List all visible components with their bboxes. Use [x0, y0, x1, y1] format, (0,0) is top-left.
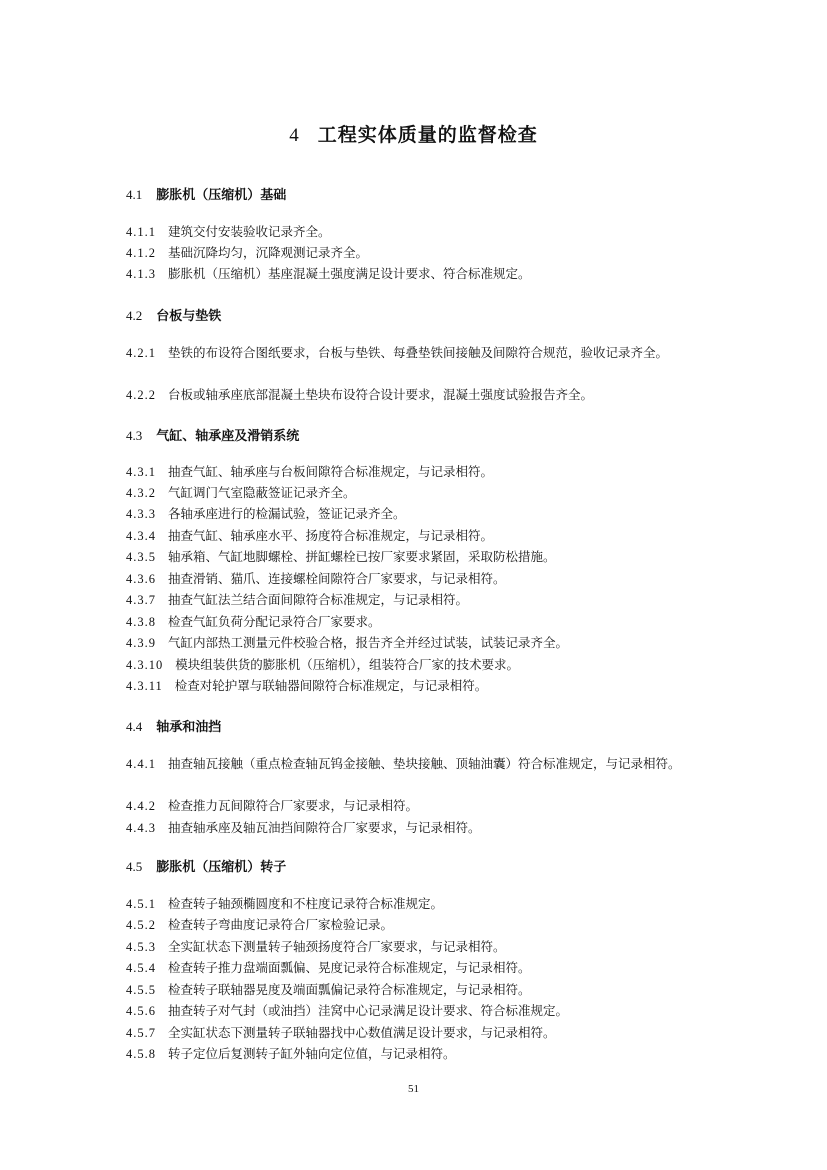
clause-item	[126, 979, 706, 1001]
clause-text: 建筑交付安装验收记录齐全。	[168, 224, 331, 239]
clause-number: 4.5.1	[126, 897, 156, 911]
section-number: 4.1	[126, 187, 143, 202]
clause-number: 4.2.1	[126, 346, 156, 360]
clause-item	[126, 632, 706, 654]
clause-number: 4.3.5	[126, 550, 156, 564]
clause-text: 检查气缸负荷分配记录符合厂家要求。	[168, 614, 381, 629]
clause-number: 4.1.2	[126, 246, 156, 260]
clause-text: 模块组装供货的膨胀机（压缩机），组装符合厂家的技术要求。	[175, 657, 520, 672]
clause-number: 4.4.2	[126, 799, 156, 813]
clause-number: 4.3.2	[126, 486, 156, 500]
clause-item	[126, 384, 706, 406]
clause-text: 全实缸状态下测量转子联轴器找中心数值满足设计要求，与记录相符。	[168, 1025, 556, 1040]
clause-text: 轴承箱、气缸地脚螺栓、拼缸螺栓已按厂家要求紧固，采取防松措施。	[168, 549, 556, 564]
page-number: 51	[408, 1083, 419, 1095]
clause-number: 4.3.9	[126, 636, 156, 650]
clause-number: 4.3.10	[126, 658, 164, 672]
clause-number: 4.5.7	[126, 1026, 156, 1040]
clause-text: 台板或轴承座底部混凝土垫块布设符合设计要求，混凝土强度试验报告齐全。	[168, 387, 594, 402]
clause-item	[126, 893, 706, 915]
section-number: 4.5	[126, 859, 143, 874]
clause-number: 4.3.4	[126, 529, 156, 543]
clause-item	[126, 342, 706, 364]
clause-number: 4.3.3	[126, 507, 156, 521]
clause-text: 检查转子联轴器晃度及端面瓢偏记录符合标准规定，与记录相符。	[168, 982, 531, 997]
clause-number: 4.3.6	[126, 572, 156, 586]
clause-item	[126, 263, 706, 285]
clause-item	[126, 242, 706, 264]
clause-item	[126, 503, 706, 525]
clause-item	[126, 795, 706, 817]
clause-item	[126, 1043, 706, 1065]
clause-item	[126, 589, 706, 611]
clause-item	[126, 568, 706, 590]
clause-item	[126, 817, 706, 839]
section-title: 轴承和油挡	[156, 720, 222, 735]
clause-number: 4.5.6	[126, 1004, 156, 1018]
clause-text: 检查对轮护罩与联轴器间隙符合标准规定，与记录相符。	[174, 678, 488, 693]
clause-item	[126, 914, 706, 936]
clause-number: 4.5.2	[126, 918, 156, 932]
clause-item	[126, 675, 706, 697]
clause-text: 检查转子轴颈椭圆度和不柱度记录符合标准规定。	[168, 896, 444, 911]
clause-number: 4.1.3	[126, 267, 156, 281]
clause-text: 检查转子弯曲度记录符合厂家检验记录。	[168, 917, 394, 932]
clause-number: 4.3.11	[126, 679, 163, 693]
clause-number: 4.1.1	[126, 225, 156, 239]
section-heading	[126, 305, 221, 324]
clause-number: 4.3.8	[126, 615, 156, 629]
clause-text: 垫铁的布设符合图纸要求，台板与垫铁、每叠垫铁间接触及间隙符合规范，验收记录齐全。	[168, 345, 669, 360]
chapter-number: 4	[289, 125, 300, 146]
clause-text: 抽查轴承座及轴瓦油挡间隙符合厂家要求，与记录相符。	[168, 820, 481, 835]
section-heading	[126, 184, 286, 203]
clause-item	[126, 482, 706, 504]
section-heading	[126, 716, 221, 735]
clause-item	[126, 753, 706, 775]
clause-number: 4.5.5	[126, 983, 156, 997]
section-title: 气缸、轴承座及滑销系统	[156, 429, 300, 444]
section-heading	[126, 856, 286, 875]
clause-text: 膨胀机（压缩机）基座混凝土强度满足设计要求、符合标准规定。	[168, 266, 531, 281]
clause-number: 4.5.4	[126, 961, 156, 975]
clause-item	[126, 1000, 706, 1022]
clause-text: 气缸内部热工测量元件校验合格，报告齐全并经过试装，试装记录齐全。	[168, 635, 569, 650]
clause-text: 转子定位后复测转子缸外轴向定位值，与记录相符。	[168, 1046, 456, 1061]
chapter-title-text: 工程实体质量的监督检查	[317, 124, 538, 146]
clause-text: 气缸调门气室隐蔽签证记录齐全。	[168, 485, 356, 500]
clause-item	[126, 611, 706, 633]
clause-text: 抽查气缸、轴承座水平、扬度符合标准规定，与记录相符。	[168, 528, 494, 543]
section-title: 膨胀机（压缩机）基础	[156, 188, 287, 203]
clause-text: 抽查轴瓦接触（重点检查轴瓦钨金接触、垫块接触、顶轴油囊）符合标准规定，与记录相符。	[168, 756, 681, 771]
clause-text: 检查推力瓦间隙符合厂家要求，与记录相符。	[168, 798, 419, 813]
clause-text: 抽查转子对气封（或油挡）洼窝中心记录满足设计要求、符合标准规定。	[168, 1003, 569, 1018]
clause-number: 4.3.7	[126, 593, 156, 607]
clause-text: 全实缸状态下测量转子轴颈扬度符合厂家要求，与记录相符。	[168, 939, 506, 954]
clause-item	[126, 221, 706, 243]
clause-item	[126, 461, 706, 483]
clause-number: 4.3.1	[126, 465, 156, 479]
clause-text: 抽查滑销、猫爪、连接螺栓间隙符合厂家要求，与记录相符。	[168, 571, 506, 586]
clause-item	[126, 936, 706, 958]
section-number: 4.2	[126, 308, 143, 323]
clause-item	[126, 654, 706, 676]
clause-item	[126, 957, 706, 979]
clause-number: 4.4.1	[126, 757, 156, 771]
clause-number: 4.2.2	[126, 388, 156, 402]
clause-item	[126, 1022, 706, 1044]
clause-text: 抽查气缸法兰结合面间隙符合标准规定，与记录相符。	[168, 592, 469, 607]
clause-text: 基础沉降均匀，沉降观测记录齐全。	[168, 245, 369, 260]
clause-number: 4.5.3	[126, 940, 156, 954]
clause-number: 4.5.8	[126, 1047, 156, 1061]
clause-item	[126, 525, 706, 547]
section-title: 膨胀机（压缩机）转子	[156, 860, 287, 875]
clause-text: 检查转子推力盘端面瓢偏、晃度记录符合标准规定，与记录相符。	[168, 960, 531, 975]
clause-text: 抽查气缸、轴承座与台板间隙符合标准规定，与记录相符。	[168, 464, 494, 479]
section-heading	[126, 425, 299, 444]
section-number: 4.4	[126, 719, 143, 734]
clause-text: 各轴承座进行的检漏试验，签证记录齐全。	[168, 506, 406, 521]
section-number: 4.3	[126, 428, 143, 443]
chapter-title	[0, 120, 827, 147]
section-title: 台板与垫铁	[156, 309, 222, 324]
clause-item	[126, 546, 706, 568]
clause-number: 4.4.3	[126, 821, 156, 835]
